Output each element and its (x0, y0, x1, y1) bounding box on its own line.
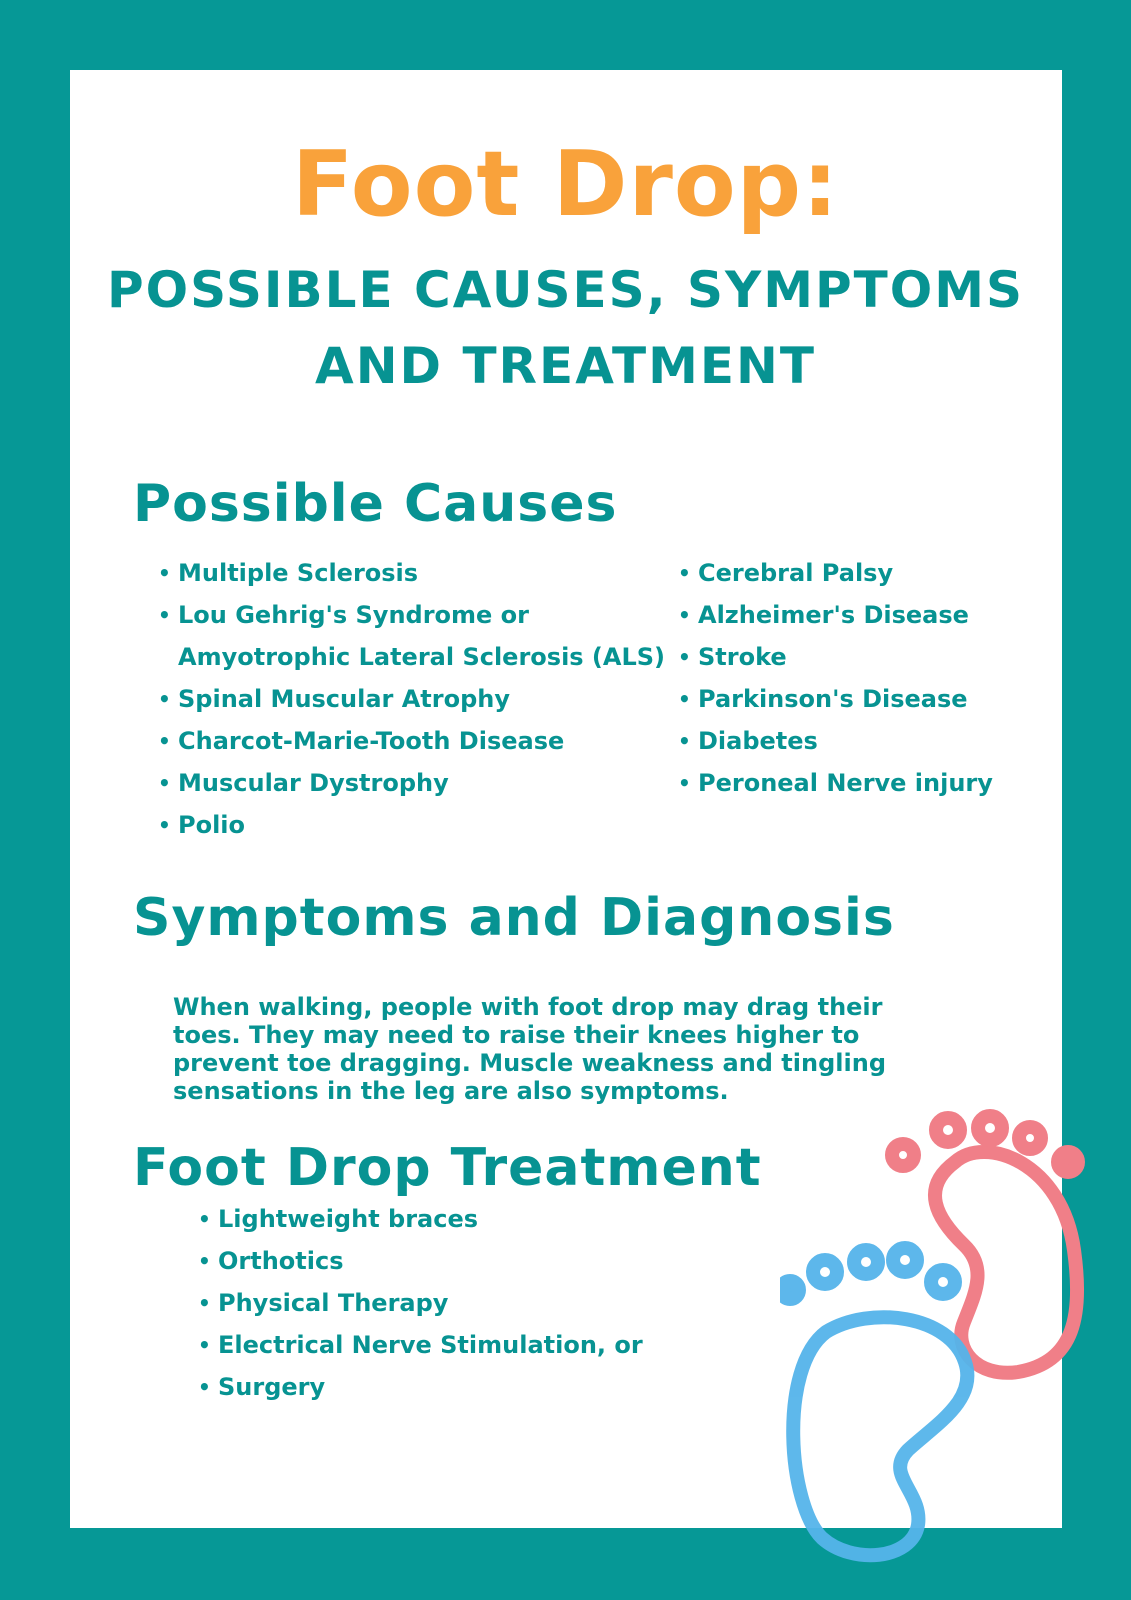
symptoms-paragraph: When walking, people with foot drop may drag their toes. They may need to raise their knees higher to prevent toe dragging. Muscle weakness and tingling sensations in the leg are also symptoms. (173, 993, 886, 1105)
list-item: • Orthotics (198, 1240, 643, 1282)
footprint-blue-icon (781, 1248, 967, 1555)
list-item: • Electrical Nerve Stimulation, or (198, 1324, 643, 1366)
treatment-list (198, 1198, 643, 1408)
subtitle-line-1: POSSIBLE CAUSES, SYMPTOMS (106, 261, 1025, 319)
treatment-heading: Foot Drop Treatment (133, 1138, 762, 1198)
list-item: • Polio (158, 804, 665, 846)
list-item: • Charcot-Marie-Tooth Disease (158, 720, 665, 762)
symptoms-heading: Symptoms and Diagnosis (133, 888, 895, 948)
footprints-decoration (780, 1100, 1110, 1570)
list-item: • Parkinson's Disease (678, 678, 993, 720)
subtitle-line-2: AND TREATMENT (315, 337, 816, 395)
list-item: • Lightweight braces (198, 1198, 643, 1240)
list-item: • Lou Gehrig's Syndrome or (158, 594, 665, 636)
list-item: • Cerebral Palsy (678, 552, 993, 594)
causes-list-right (678, 552, 993, 804)
list-item: • Diabetes (678, 720, 993, 762)
list-item-continuation (158, 636, 665, 678)
list-item-continuation-text: Amyotrophic Lateral Sclerosis (ALS) (178, 643, 666, 671)
footprint-pink-icon (892, 1116, 1078, 1373)
list-item: • Multiple Sclerosis (158, 552, 665, 594)
list-item: • Physical Therapy (198, 1282, 643, 1324)
page-title: Foot Drop: (291, 132, 840, 237)
causes-heading: Possible Causes (133, 474, 618, 534)
list-item: • Spinal Muscular Atrophy (158, 678, 665, 720)
list-item: • Surgery (198, 1366, 643, 1408)
list-item: • Muscular Dystrophy (158, 762, 665, 804)
list-item: • Peroneal Nerve injury (678, 762, 993, 804)
list-item: • Alzheimer's Disease (678, 594, 993, 636)
causes-list-left (158, 552, 665, 846)
list-item: • Stroke (678, 636, 993, 678)
page-subtitle (0, 252, 1131, 404)
